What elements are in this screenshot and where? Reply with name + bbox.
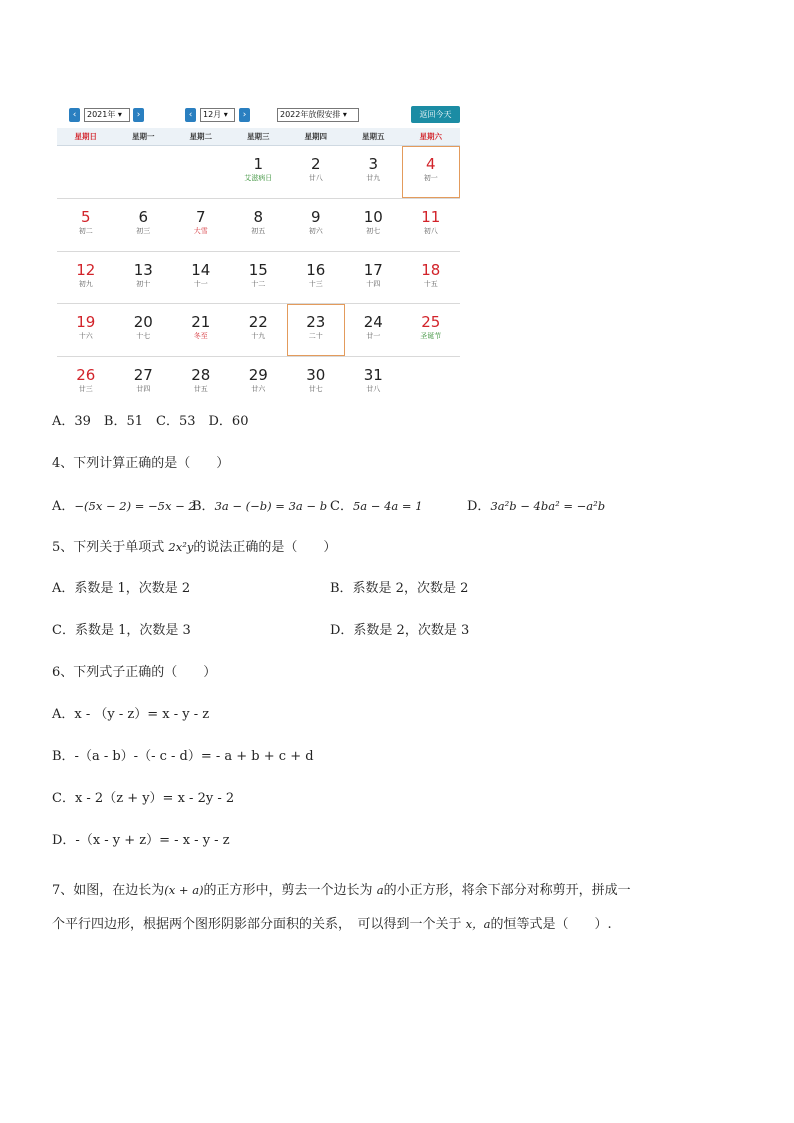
day-number: 10 (363, 208, 383, 226)
weekday-tue: 星期二 (189, 132, 212, 141)
day-cell-today[interactable] (402, 146, 460, 198)
day-number: 20 (133, 313, 153, 331)
day-number: 22 (248, 313, 268, 331)
lunar-label: 十六 (78, 332, 93, 340)
day-cell[interactable] (172, 304, 230, 356)
day-number: 24 (363, 313, 383, 331)
day-cell[interactable] (345, 252, 403, 304)
lunar-label: 冬至 (193, 332, 208, 340)
day-cell[interactable] (57, 199, 115, 251)
q5-stem (52, 537, 336, 558)
day-cell[interactable] (172, 357, 230, 409)
day-number: 15 (248, 261, 268, 279)
day-cell[interactable] (115, 252, 173, 304)
day-cell[interactable] (287, 199, 345, 251)
lunar-label: 十一 (193, 280, 208, 288)
day-cell[interactable] (57, 252, 115, 304)
stem-text: 的恒等式是（ ）. (490, 917, 612, 932)
math-expression: −(5x − 2) = −5x − 2 (74, 499, 196, 513)
day-cell[interactable] (172, 252, 230, 304)
q4-stem: 4、下列计算正确的是（ ） (52, 456, 230, 471)
math-expression: a (376, 883, 384, 897)
lunar-label: 圣诞节 (420, 332, 442, 340)
day-number: 21 (191, 313, 211, 331)
math-expression: 3a²b − 4ba² = −a²b (490, 499, 606, 513)
day-cell[interactable] (345, 357, 403, 409)
lunar-label: 初五 (251, 227, 266, 235)
lunar-label: 初一 (423, 174, 438, 182)
lunar-label: 十二 (251, 280, 266, 288)
month-select-value: 12月 (203, 110, 222, 119)
prev-year-button[interactable]: ‹ (69, 108, 80, 122)
q6-option-a: A．x - （y - z）= x - y - z (52, 707, 210, 722)
prev-month-button[interactable]: ‹ (185, 108, 196, 122)
stem-text: 的正方形中，剪去一个边长为 (203, 883, 373, 898)
lunar-label: 十五 (423, 280, 438, 288)
day-number: 25 (421, 313, 441, 331)
holiday-select[interactable] (277, 108, 359, 122)
stem-text: 个平行四边形，根据两个图形阴影部分面积的关系， 可以得到一个关于 (52, 917, 462, 932)
lunar-label: 二十 (308, 332, 323, 340)
day-number: 5 (80, 208, 91, 226)
option-label: A． (52, 499, 75, 514)
q7-line-1 (52, 880, 631, 901)
lunar-label: 初三 (136, 227, 151, 235)
calendar-widget (57, 106, 460, 408)
lunar-label: 初二 (78, 227, 93, 235)
day-number: 18 (421, 261, 441, 279)
lunar-label: 初八 (423, 227, 438, 235)
lunar-label: 十七 (136, 332, 151, 340)
month-select[interactable] (200, 108, 235, 122)
stem-text: 7、如图，在边长为 (52, 883, 165, 898)
q7-line-2 (52, 914, 612, 935)
math-expression: (x + a) (164, 883, 204, 897)
weekday-header (57, 128, 460, 146)
lunar-label: 廿八 (366, 385, 381, 393)
day-cell[interactable] (57, 304, 115, 356)
day-number: 12 (76, 261, 96, 279)
q5-option-b: B．系数是 2，次数是 2 (330, 581, 469, 596)
lunar-label: 廿五 (193, 385, 208, 393)
day-cell[interactable] (230, 146, 288, 198)
option-label: B． (192, 499, 215, 514)
q6-option-b: B．-（a - b）-（- c - d）= - a + b + c + d (52, 749, 314, 764)
lunar-label: 廿九 (366, 174, 381, 182)
math-expression: 5a − 4a = 1 (352, 499, 423, 513)
day-cell-selected[interactable] (287, 304, 345, 356)
lunar-label: 十三 (308, 280, 323, 288)
day-number: 16 (306, 261, 326, 279)
stem-text: 的小正方形，将余下部分对称剪开，拼成一 (383, 883, 631, 898)
day-number: 2 (310, 155, 321, 173)
day-cell[interactable] (287, 146, 345, 198)
q5-option-c: C．系数是 1，次数是 3 (52, 623, 191, 638)
day-number: 4 (425, 155, 436, 173)
weekday-thu: 星期四 (304, 132, 327, 141)
return-today-button[interactable]: 返回今天 (411, 106, 460, 123)
day-cell[interactable] (402, 252, 460, 304)
day-cell[interactable] (402, 304, 460, 356)
day-number: 19 (76, 313, 96, 331)
day-cell[interactable] (115, 199, 173, 251)
q6-option-d: D．-（x - y + z）= - x - y - z (52, 833, 230, 848)
year-select[interactable] (84, 108, 130, 122)
lunar-label: 初七 (366, 227, 381, 235)
day-number: 8 (253, 208, 264, 226)
day-number: 30 (306, 366, 326, 384)
lunar-label: 廿八 (308, 174, 323, 182)
q5-option-d: D．系数是 2，次数是 3 (330, 623, 470, 638)
day-number: 3 (368, 155, 379, 173)
day-cell[interactable] (402, 199, 460, 251)
weekday-sat: 星期六 (419, 132, 442, 141)
option-label: C． (330, 499, 353, 514)
lunar-label: 廿一 (366, 332, 381, 340)
day-cell[interactable] (230, 252, 288, 304)
day-cell[interactable] (287, 252, 345, 304)
math-expression: 2x²y (168, 540, 194, 554)
lunar-label: 廿六 (251, 385, 266, 393)
day-cell[interactable] (345, 146, 403, 198)
day-number: 23 (306, 313, 326, 331)
day-number: 1 (253, 155, 264, 173)
day-cell[interactable] (172, 199, 230, 251)
day-cell[interactable] (230, 357, 288, 409)
stem-text: 5、下列关于单项式 (52, 540, 165, 555)
chevron-down-icon: ▾ (223, 110, 228, 119)
day-number: 26 (76, 366, 96, 384)
q4-option-b (192, 496, 327, 517)
q4-option-d (467, 496, 605, 517)
day-number: 17 (363, 261, 383, 279)
day-number: 31 (363, 366, 383, 384)
day-cell[interactable] (115, 357, 173, 409)
lunar-label: 廿四 (136, 385, 151, 393)
day-number: 13 (133, 261, 153, 279)
next-month-button[interactable]: › (239, 108, 250, 122)
weekday-fri: 星期五 (362, 132, 385, 141)
q4-option-a (52, 496, 196, 517)
chevron-down-icon: ▾ (117, 110, 122, 119)
day-number: 11 (421, 208, 441, 226)
lunar-label: 初六 (308, 227, 323, 235)
day-cell[interactable] (345, 199, 403, 251)
lunar-label: 大雪 (193, 227, 208, 235)
holiday-select-value: 2022年放假安排 (280, 110, 341, 119)
chevron-down-icon: ▾ (342, 110, 347, 119)
day-number: 28 (191, 366, 211, 384)
day-cell[interactable] (230, 304, 288, 356)
q3-options: A．39 B．51 C．53 D．60 (52, 414, 249, 429)
lunar-label: 廿七 (308, 385, 323, 393)
day-number: 6 (138, 208, 149, 226)
weekday-wed: 星期三 (247, 132, 270, 141)
day-number: 27 (133, 366, 153, 384)
day-cell[interactable] (57, 357, 115, 409)
day-cell[interactable] (115, 304, 173, 356)
stem-text: 的说法正确的是（ ） (193, 540, 337, 555)
next-year-button[interactable]: › (133, 108, 144, 122)
lunar-label: 廿三 (78, 385, 93, 393)
day-cell[interactable] (345, 304, 403, 356)
calendar-toolbar (57, 106, 460, 126)
q6-option-c: C．x - 2（z + y）= x - 2y - 2 (52, 791, 235, 806)
lunar-label: 十九 (251, 332, 266, 340)
weekday-sun: 星期日 (74, 132, 97, 141)
year-select-value: 2021年 (87, 110, 116, 119)
day-number: 14 (191, 261, 211, 279)
q6-stem: 6、下列式子正确的（ ） (52, 665, 217, 680)
lunar-label: 十四 (366, 280, 381, 288)
q4-option-c (330, 496, 423, 517)
math-expression: x，a (465, 917, 491, 931)
day-cell[interactable] (287, 357, 345, 409)
option-label: D． (467, 499, 491, 514)
day-number: 29 (248, 366, 268, 384)
day-number: 9 (310, 208, 321, 226)
calendar-grid (57, 146, 460, 408)
q5-option-a: A．系数是 1，次数是 2 (52, 581, 191, 596)
weekday-mon: 星期一 (132, 132, 155, 141)
math-expression: 3a − (−b) = 3a − b (214, 499, 328, 513)
lunar-label: 初十 (136, 280, 151, 288)
lunar-label: 艾滋病日 (244, 174, 273, 182)
day-number: 7 (195, 208, 206, 226)
day-cell[interactable] (230, 199, 288, 251)
lunar-label: 初九 (78, 280, 93, 288)
